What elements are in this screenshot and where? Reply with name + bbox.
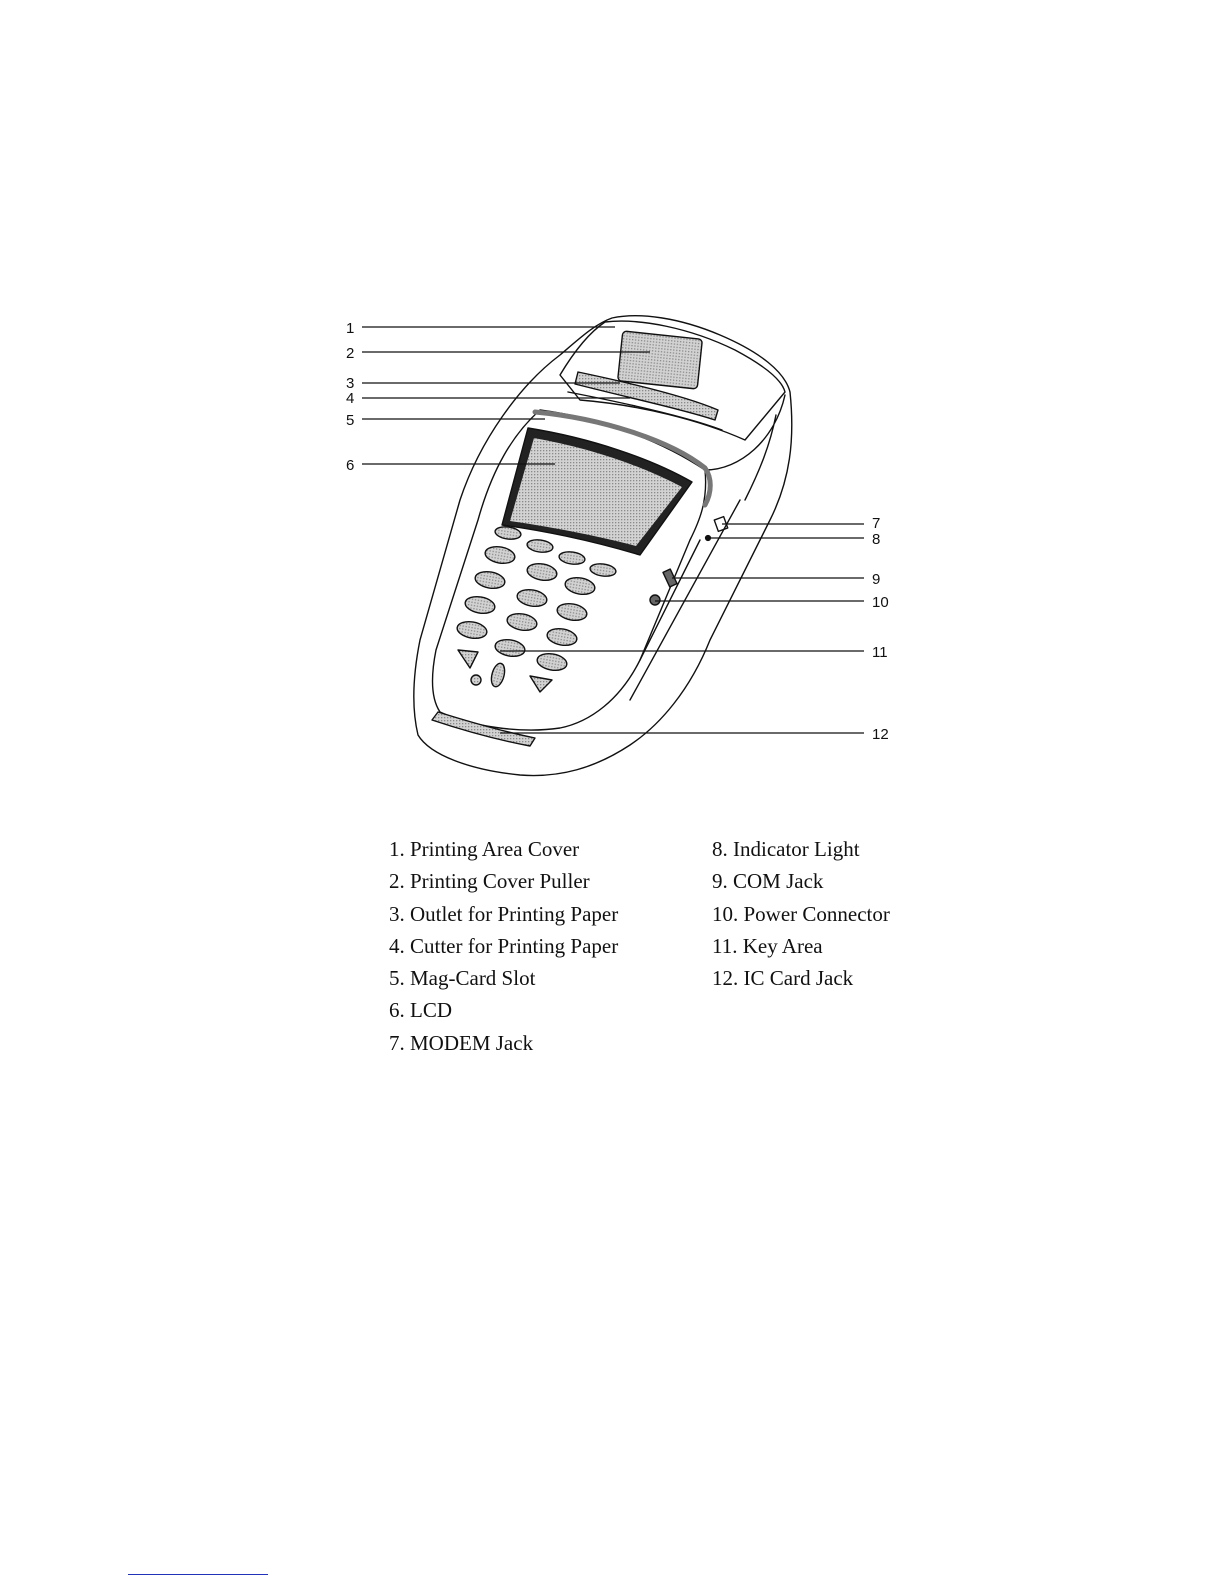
callout-5: 5 (346, 412, 355, 429)
legend-item: 2. Printing Cover Puller (389, 869, 590, 894)
legend-item: 7. MODEM Jack (389, 1030, 534, 1055)
callout-7: 7 (872, 515, 881, 532)
power-connector (650, 595, 660, 605)
legend-item: 5. Mag-Card Slot (389, 966, 536, 991)
terminal-illustration (414, 316, 792, 776)
keypad (456, 545, 596, 692)
callout-10: 10 (872, 594, 889, 611)
callout-11: 11 (872, 644, 888, 661)
printing-cover-puller (618, 331, 703, 389)
callout-3: 3 (346, 375, 355, 392)
callout-6: 6 (346, 457, 355, 474)
legend-item: 3. Outlet for Printing Paper (389, 901, 619, 926)
callout-2: 2 (346, 345, 355, 362)
legend-item: 4. Cutter for Printing Paper (389, 933, 619, 958)
legend-right-column (712, 833, 890, 994)
callout-12: 12 (872, 726, 889, 743)
legend-item: 12. IC Card Jack (712, 966, 854, 991)
legend-item: 6. LCD (389, 998, 452, 1023)
legend-item: 9. COM Jack (712, 869, 824, 894)
callout-8: 8 (872, 531, 881, 548)
ic-card-slot (432, 712, 535, 746)
callout-4: 4 (346, 390, 355, 407)
footnote-rule (128, 1574, 268, 1575)
legend-item: 8. Indicator Light (712, 837, 860, 861)
callout-1: 1 (346, 320, 355, 337)
legend-item: 11. Key Area (712, 933, 823, 958)
legend-left-column (389, 833, 618, 1059)
legend-item: 1. Printing Area Cover (389, 837, 580, 861)
callout-9: 9 (872, 571, 881, 588)
legend-item: 10. Power Connector (712, 901, 890, 926)
